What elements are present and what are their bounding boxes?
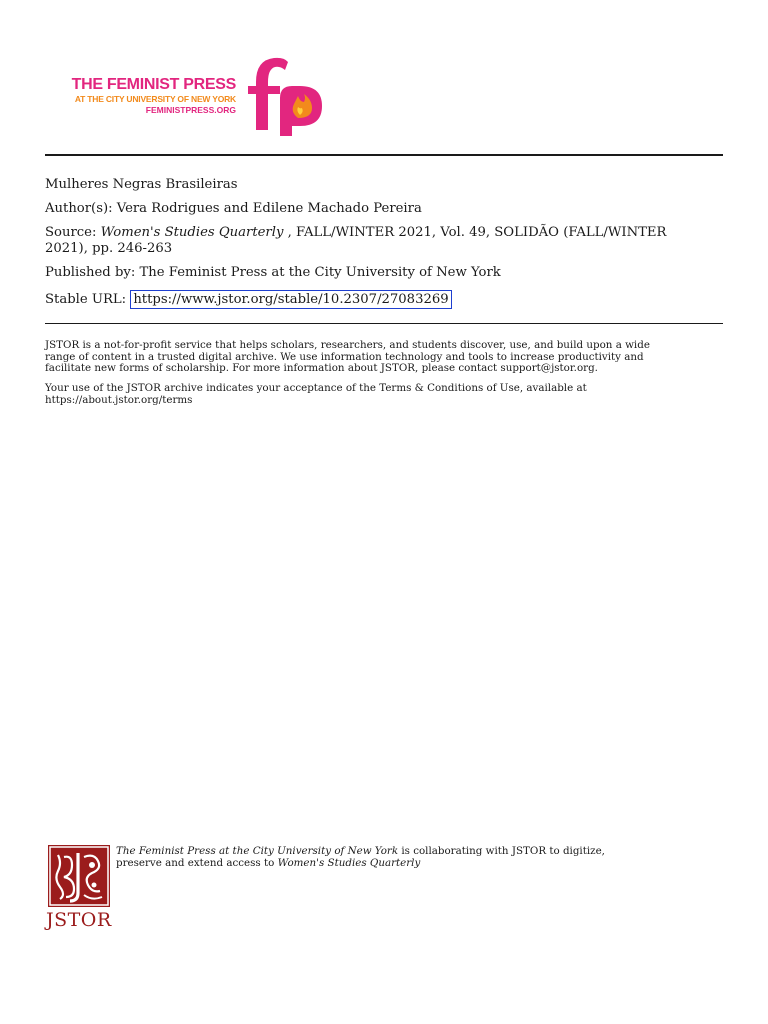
fp-logo-icon [234,52,326,136]
publisher-logo-subtitle: AT THE CITY UNIVERSITY OF NEW YORK [74,94,236,104]
article-authors [45,201,723,217]
collaboration-notice [116,846,716,869]
notice-line: range of content in a trusted digital archive. We use information technology and tools to increase productivity and [45,350,644,363]
terms-line: Your use of the JSTOR archive indicates your acceptance of the Terms & Conditions of Use, available at [45,382,587,394]
jstor-notice-paragraph [45,340,725,375]
notice-line: facilitate new forms of scholarship. For more information about JSTOR, please contact support@jstor.org. [45,362,598,374]
authors-label: Author(s): [45,201,113,216]
source-label: Source: [45,225,97,240]
collab-text-cont: preserve and extend access to [116,856,278,869]
article-stable-url [45,292,723,308]
notice-line: JSTOR is a not-for-profit service that helps scholars, researchers, and students discover, use, and build upon a wide [45,339,650,351]
collab-text: is collaborating with JSTOR to digitize, [398,845,605,857]
footer-journal: Women's Studies Quarterly [277,856,421,869]
publisher-logo [52,52,332,136]
jstor-wordmark: JSTOR [46,909,112,931]
article-source [45,225,723,257]
publisher-logo-text [72,76,236,116]
jstor-emblem-icon [48,845,110,907]
url-label: Stable URL: [45,292,127,307]
publisher-logo-url: FEMINISTPRESS.ORG [145,105,236,115]
stable-url-link[interactable]: https://www.jstor.org/stable/10.2307/27083269 [130,290,451,309]
published-label: Published by: [45,265,136,280]
publisher-logo-name: THE FEMINIST PRESS [71,76,236,93]
terms-url: https://about.jstor.org/terms [45,393,193,406]
source-details-cont: 2021), pp. 246-263 [45,241,173,256]
middle-divider [45,323,723,324]
authors-value: Vera Rodrigues and Edilene Machado Pereira [116,201,422,216]
terms-notice-paragraph [45,383,725,406]
publisher-value: The Feminist Press at the City University of New York [139,265,501,280]
article-publisher [45,265,723,281]
footer-publisher: The Feminist Press at the City University of New York [116,845,399,857]
top-divider [45,154,723,156]
source-details: , FALL/WINTER 2021, Vol. 49, SOLIDÃO (FALL/WINTER [283,225,667,240]
journal-name: Women's Studies Quarterly [100,225,284,240]
article-title: Mulheres Negras Brasileiras [45,177,238,192]
